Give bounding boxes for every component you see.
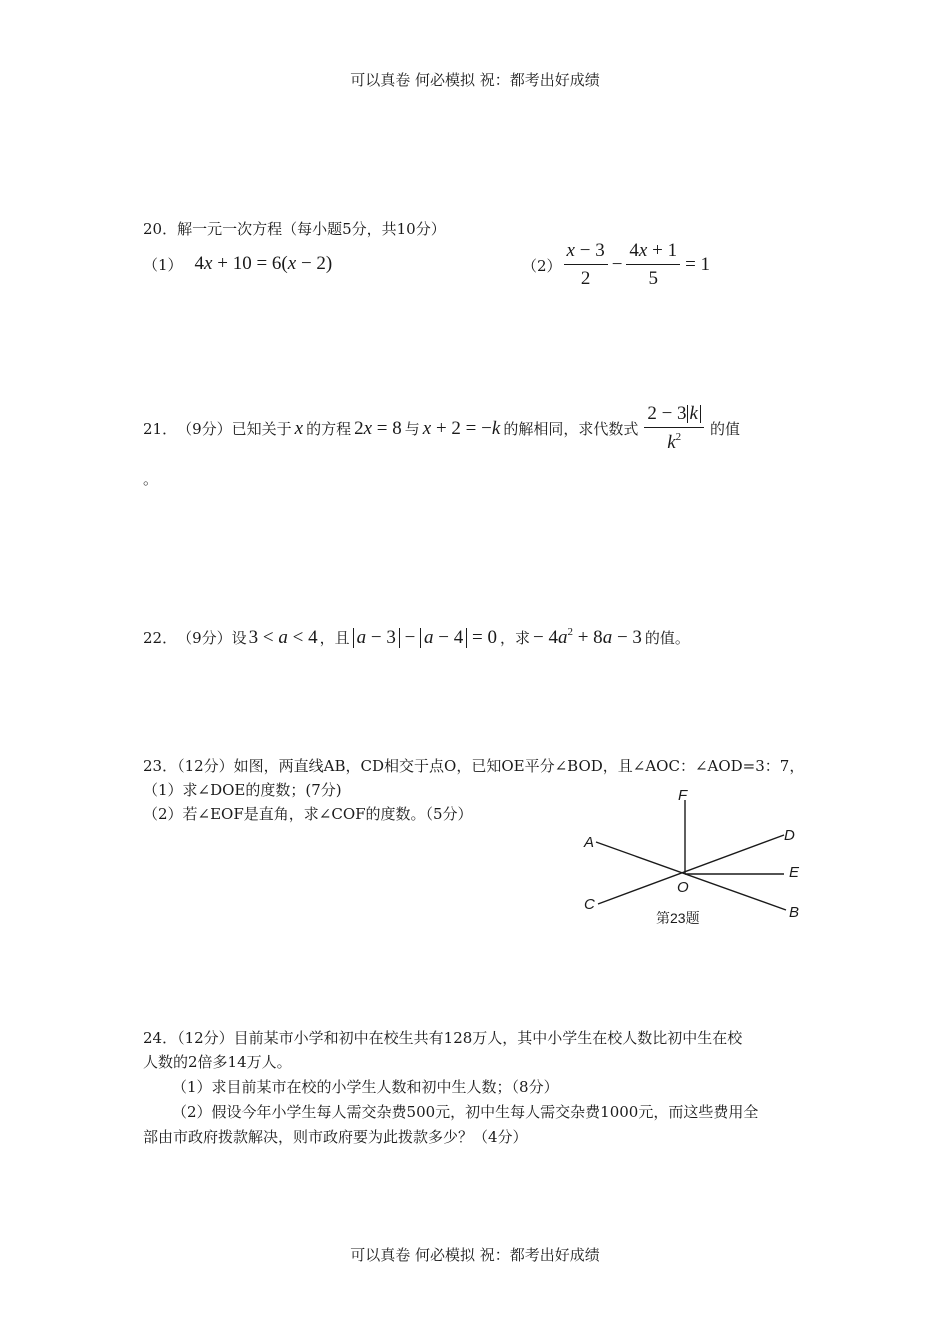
q23-line1: 23．（12分）如图，两直线AB，CD相交于点O，已知OE平分∠BOD，且∠AOC：∠AOD=3：7，	[143, 757, 805, 775]
q20-title: 20．解一元一次方程（每小题5分，共10分）	[143, 220, 446, 238]
q24-line5: 部由市政府拨款解决，则市政府要为此拨款多少？（4分）	[143, 1128, 528, 1146]
q21-text-6: 。	[143, 470, 159, 488]
line-CD	[598, 835, 784, 904]
q21-text-2: 的方程	[306, 420, 352, 438]
q22-text-3: ，求	[499, 629, 530, 647]
q23-line3: （2）若∠EOF是直角，求∠COF的度数。（5分）	[143, 805, 473, 823]
q21-points: （9分）	[177, 420, 232, 438]
page-header: 可以真卷 何必模拟 祝：都考出好成绩	[350, 71, 600, 89]
page-footer: 可以真卷 何必模拟 祝：都考出好成绩	[350, 1246, 600, 1264]
q20-part2	[522, 240, 710, 290]
q21-text-5: 的值	[709, 420, 740, 438]
q21-var-x: x	[294, 417, 304, 439]
q21-number: 21．	[143, 420, 178, 438]
figure-caption: 第23题	[656, 910, 700, 926]
q20-equation1: 4x + 10 = 6(x − 2)	[194, 253, 333, 274]
q21-equation-a: 2x = 8	[354, 417, 402, 439]
q21-text-1: 已知关于	[231, 420, 292, 438]
label-O: O	[677, 879, 689, 896]
q20-part2-label: （2）	[522, 256, 562, 275]
q22-inequality: 3 < a < 4	[248, 626, 318, 648]
q24-line4: （2）假设今年小学生每人需交杂费500元，初中生每人需交杂费1000元，而这些费用全	[172, 1103, 759, 1121]
q21-text-4: 的解相同，求代数式	[503, 420, 639, 438]
q22-expression: − $4a^2 + 8a - 3$	[533, 626, 642, 648]
q22-text-2: ，且	[319, 629, 350, 647]
q24-line1: 24．（12分）目前某市小学和初中在校生共有128万人，其中小学生在校人数比初中生在校	[143, 1029, 743, 1047]
q22-text-1: 设	[231, 629, 247, 647]
line-AB	[596, 842, 786, 910]
q22-condition: a − 3 − a − 4 = 0	[353, 627, 497, 649]
q20-part1	[143, 253, 332, 275]
q20-part1-label: （1）	[143, 255, 183, 274]
label-D: D	[784, 827, 795, 844]
q22-line	[143, 626, 690, 649]
q21-equation-b: x + 2 = −k	[422, 417, 501, 439]
q23-figure	[560, 778, 820, 938]
q23-line2: （1）求∠DOE的度数；(7分)	[143, 781, 342, 799]
label-F: F	[678, 787, 688, 804]
q24-line2: 人数的2倍多14万人。	[143, 1053, 292, 1071]
label-E: E	[789, 864, 800, 881]
label-B: B	[789, 904, 800, 921]
q22-text-4: 的值。	[644, 629, 690, 647]
q24-line3: （1）求目前某市在校的小学生人数和初中生人数；（8分）	[172, 1078, 559, 1096]
q22-points: （9分）	[177, 629, 232, 647]
label-A: A	[584, 834, 595, 851]
q21-expression: $\frac{2 - 3 k}{k^2}$	[642, 403, 706, 454]
q21-text-3: 与	[404, 420, 420, 438]
q22-number: 22．	[143, 629, 178, 647]
q20-equation2: $\frac{x - 3}{2}$ − $\frac{4x + 1}{5}$ = 1	[562, 240, 711, 290]
q21-line	[143, 403, 740, 454]
label-C: C	[584, 896, 595, 913]
